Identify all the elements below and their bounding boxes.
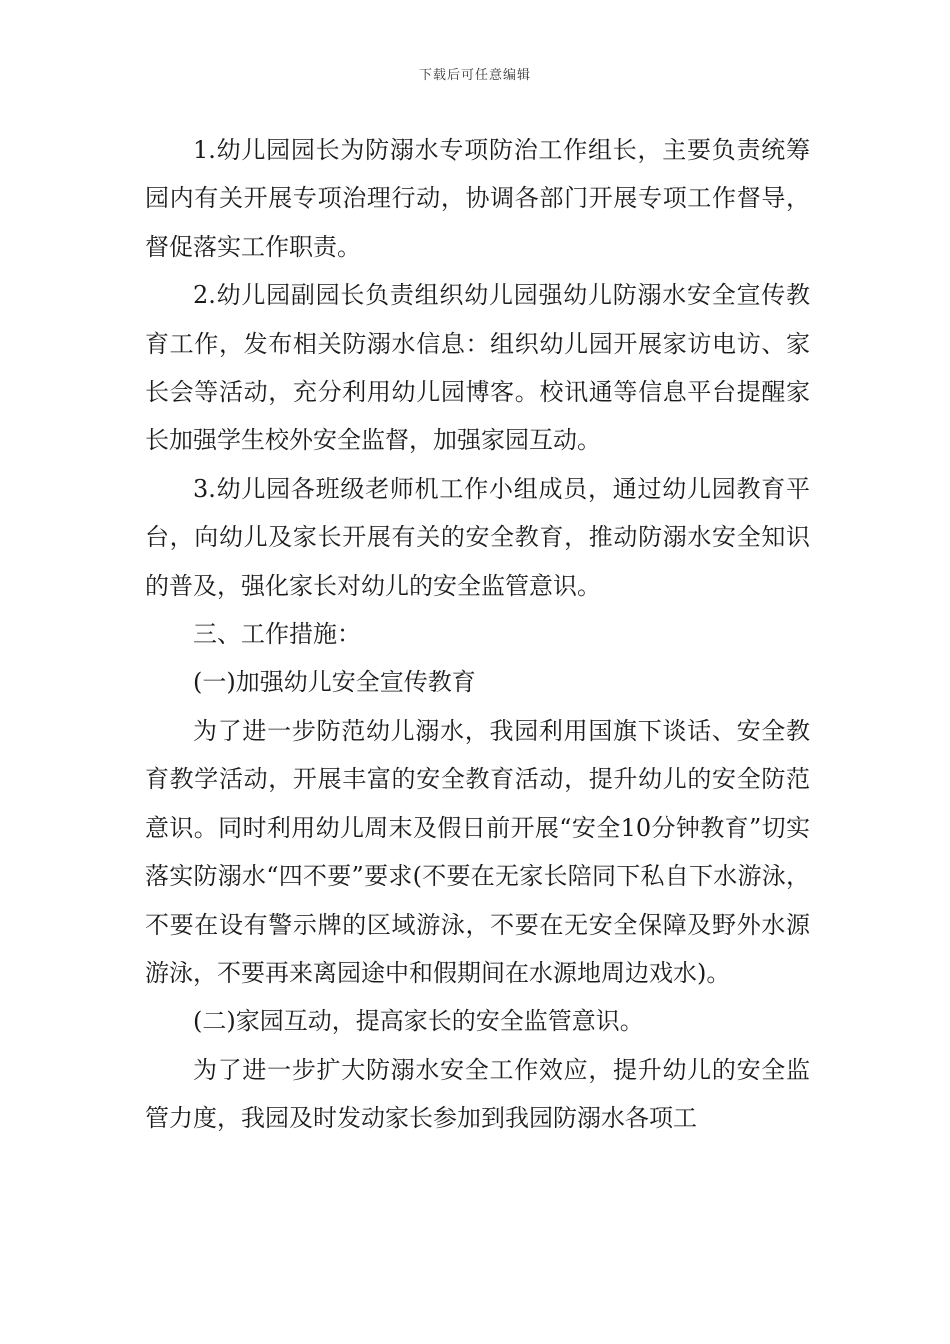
paragraph-safety-education: 为了进一步防范幼儿溺水，我园利用国旗下谈话、安全教育教学活动，开展丰富的安全教育活动，提升幼儿的安全防范意识。同时利用幼儿周末及假日前开展“安全10分钟教育”切实落实防溺水“四不要”要求(不要在无家长陪同下私自下水游泳，不要在设有警示牌的区域游泳，不要在无安全保障及野外水源游泳，不要再来离园途中和假期间在水源地周边戏水)。 [145,716,810,987]
paragraph-duty-director: 1.幼儿园园长为防溺水专项防治工作组长，主要负责统筹园内有关开展专项治理行动，协调各部门开展专项工作督导，督促落实工作职责。 [145,136,810,261]
paragraph-home-school: 为了进一步扩大防溺水安全工作效应，提升幼儿的安全监管力度，我园及时发动家长参加到我园防溺水各项工 [145,1055,810,1133]
subheading-safety-education: (一)加强幼儿安全宣传教育 [193,668,476,697]
subheading-home-school: (二)家园互动，提高家长的安全监管意识。 [193,1007,644,1036]
document-body [145,126,810,1143]
paragraph-duty-teachers: 3.幼儿园各班级老师机工作小组成员，通过幼儿园教育平台，向幼儿及家长开展有关的安全教育，推动防溺水安全知识的普及，强化家长对幼儿的安全监管意识。 [145,474,810,600]
paragraph-duty-vice-director: 2.幼儿园副园长负责组织幼儿园强幼儿防溺水安全宣传教育工作，发布相关防溺水信息：组织幼儿园开展家访电访、家长会等活动，充分利用幼儿园博客。校讯通等信息平台提醒家长加强学生校外安全监督，加强家园互动。 [145,281,810,455]
section-heading-measures: 三、工作措施： [193,620,361,649]
page-header-note: 下载后可任意编辑 [418,68,531,83]
